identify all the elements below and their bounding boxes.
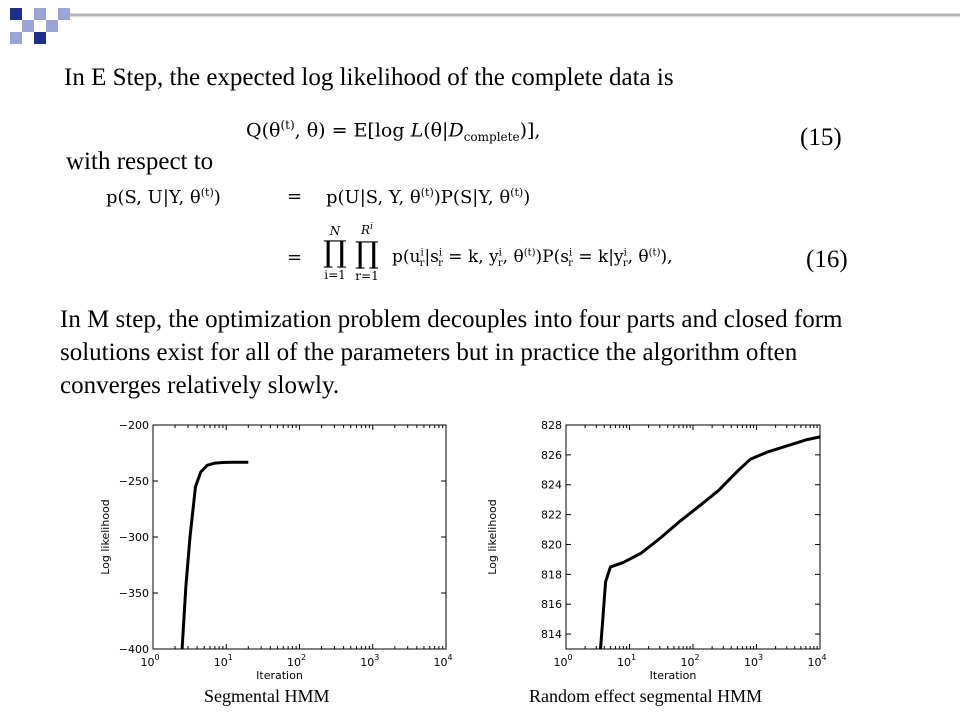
x-tick-label: $10^0$ xyxy=(140,653,160,669)
y-tick-label: 826 xyxy=(541,448,562,462)
product-1-symbol: ∏ xyxy=(323,235,347,270)
deco-square-light-2 xyxy=(10,32,22,44)
x-tick-label: $10^1$ xyxy=(213,653,233,669)
y-tick-label: −300 xyxy=(118,531,149,544)
equation-16-equals-2: = xyxy=(287,247,303,268)
equation-16-equals-1: = xyxy=(287,186,303,207)
y-tick-label: −250 xyxy=(118,475,149,488)
x-tick-label: $10^4$ xyxy=(433,653,453,669)
equation-15: $Q(\theta^{(t)}$, θ) = E[log $L(\theta|D_{complete})$], xyxy=(246,118,541,145)
deco-square-dark-2 xyxy=(34,8,46,20)
caption-right: Random effect segmental HMM xyxy=(529,686,763,706)
chart-random-effect-segmental-hmm xyxy=(480,418,850,683)
deco-square-light-1 xyxy=(22,20,34,32)
y-tick-label: 828 xyxy=(541,419,562,432)
product-2-top: $R^i$ xyxy=(361,222,373,237)
deco-square-dark-3 xyxy=(34,32,46,44)
corner-decoration xyxy=(0,0,960,60)
equation-16-line-1-lhs: p(S, U|Y, $\theta^{(t)}$) xyxy=(106,186,221,208)
y-axis-label: Log likelihood xyxy=(486,499,499,575)
y-axis-label: Log likelihood xyxy=(99,499,112,575)
equation-16-number: (16) xyxy=(806,246,848,273)
deco-square-dark-1 xyxy=(10,8,22,20)
x-tick-label: $10^1$ xyxy=(616,653,637,669)
x-tick-label: $10^2$ xyxy=(286,653,307,669)
y-tick-label: 818 xyxy=(541,568,562,582)
y-tick-label: −400 xyxy=(118,643,149,656)
x-axis-label: Iteration xyxy=(649,669,697,682)
equation-16-line-1-rhs: p(U|S, Y, $\theta^{(t)})P(S|Y$, $\theta^{(t)}$) xyxy=(326,186,531,208)
product-2-symbol: ∏ xyxy=(355,236,379,271)
y-tick-label: 824 xyxy=(541,478,562,492)
deco-square-light-3 xyxy=(46,20,58,32)
y-tick-label: 816 xyxy=(541,598,562,612)
y-tick-label: 822 xyxy=(541,508,562,522)
x-tick-label: $10^3$ xyxy=(743,653,764,669)
y-tick-label: −350 xyxy=(118,587,149,600)
x-axis-label: Iteration xyxy=(256,669,303,682)
y-tick-label: 820 xyxy=(541,538,562,552)
caption-left: Segmental HMM xyxy=(204,686,330,706)
x-tick-label: $10^2$ xyxy=(680,653,700,669)
chart-segmental-hmm xyxy=(95,418,465,683)
product-2 xyxy=(352,218,382,283)
equation-16-line-2-body: $p(u^i_r|s^i_r = k$, $y^i_r$, $\theta^{(t)})P(s^i_r = k|y^i_r$, $\theta^{(t)}$), xyxy=(392,247,673,270)
y-tick-label: 814 xyxy=(541,628,562,642)
x-tick-label: $10^0$ xyxy=(553,653,573,669)
x-tick-label: $10^3$ xyxy=(360,653,380,669)
product-2-bottom: r=1 xyxy=(355,269,379,283)
product-1-bottom: i=1 xyxy=(324,268,346,282)
product-1-top: N xyxy=(329,224,341,238)
plot-frame xyxy=(153,425,446,649)
x-tick-label: $10^4$ xyxy=(807,653,827,669)
intro-line: In E Step, the expected log likelihood of the complete data is xyxy=(64,64,674,91)
with-respect-to: with respect to xyxy=(66,148,214,175)
product-1 xyxy=(322,224,348,282)
equation-15-number: (15) xyxy=(800,124,842,151)
m-step-paragraph: In M step, the optimization problem decouples into four parts and closed form solutions exist for all of the parameters but in practice the algorithm often converges relatively slowly. xyxy=(60,306,843,399)
y-tick-label: −200 xyxy=(118,419,149,432)
deco-square-light-4 xyxy=(58,8,70,20)
